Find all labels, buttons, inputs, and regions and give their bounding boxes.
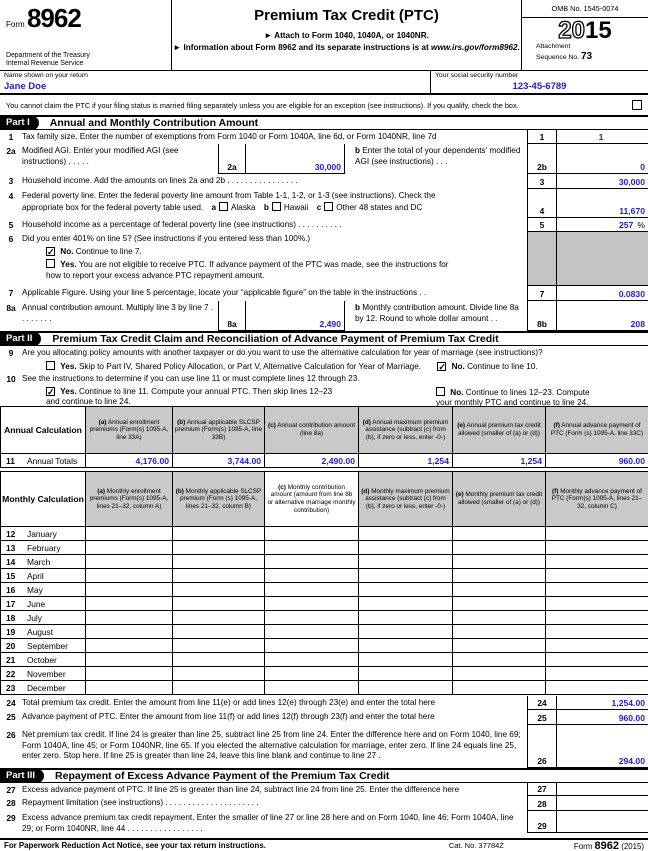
annual-col-a-header: (a) Annual enrollment premiums (Form(s) 1095-A, line 33A) — [86, 407, 173, 454]
mfs-note-text: You cannot claim the PTC if your filing status is married filing separately unless you are eligible for an exception (see instructions). If you qualify, check the box. — [6, 100, 519, 110]
month-cell[interactable] — [265, 639, 359, 653]
month-cell[interactable] — [265, 611, 359, 625]
monthly-col-c-header: (c) Monthly contribution amount (amount from line 8b or alternative marriage monthly contribution) — [265, 472, 359, 527]
line-1-text: Tax family size. Enter the number of exemptions from Form 1040 or Form 1040A, line 6d, or Form 1040NR, line 7d — [22, 132, 437, 141]
line-29-number: 29 — [6, 813, 16, 823]
line-11-label: 11 Annual Totals — [1, 454, 86, 468]
month-cell[interactable] — [86, 681, 173, 695]
month-cell[interactable] — [86, 667, 173, 681]
line-6-question: Did you enter 401% on line 5? (See instructions if you entered less than 100%.) — [22, 234, 311, 243]
line-27-value[interactable] — [556, 783, 648, 796]
month-cell[interactable] — [546, 597, 648, 611]
line-10-no-option: No. Continue to lines 12–23. Compute your monthly PTC and continue to line 24. — [436, 387, 590, 407]
month-cell[interactable] — [86, 597, 173, 611]
line-25-text: Advance payment of PTC. Enter the amount from line 11(f) or add lines 12(f) through 23(f) and enter the total here — [22, 712, 435, 721]
department-label: Department of the Treasury Internal Revenue Service — [6, 52, 90, 68]
line-6-shaded-cell — [527, 232, 556, 286]
month-cell[interactable] — [359, 667, 453, 681]
month-cell[interactable] — [546, 583, 648, 597]
month-cell[interactable] — [546, 527, 648, 541]
form-number-block — [0, 0, 172, 70]
line-28 — [0, 796, 648, 811]
month-cell[interactable] — [173, 625, 265, 639]
mfs-note-row — [0, 95, 648, 115]
mfs-exception-checkbox[interactable] — [632, 100, 642, 110]
month-cell[interactable] — [86, 527, 173, 541]
line-9-no-checkbox[interactable]: ✓ — [438, 361, 446, 372]
month-row-september: 20 September — [1, 639, 648, 653]
monthly-col-b-header: (b) Monthly applicable SLCSP premium (Form (s) 1095-A, lines 21–32, column B) — [173, 472, 265, 527]
line-8a-value[interactable]: 2,490 — [246, 301, 345, 331]
ssn-cell — [430, 71, 648, 93]
line-5-number: 5 — [8, 220, 14, 230]
month-cell[interactable] — [546, 625, 648, 639]
month-cell[interactable] — [453, 639, 546, 653]
line-10-number: 10 — [6, 374, 16, 384]
annual-calculation-table — [0, 406, 648, 468]
line-10-yes-option: ✓ Yes. Continue to line 11. Compute your annual PTC. Then skip lines 12–23 and continue to line 24. — [46, 386, 333, 406]
name-cell — [0, 71, 430, 93]
month-cell[interactable] — [173, 681, 265, 695]
form-word: Form — [6, 20, 25, 29]
line-11e-value[interactable]: 1,254 — [453, 454, 546, 468]
part3-title: Repayment of Excess Advance Payment of the Premium Tax Credit — [55, 770, 390, 782]
line-3-number: 3 — [8, 176, 14, 186]
part2-header — [0, 331, 648, 346]
line-27 — [0, 783, 648, 796]
line-4-number: 4 — [8, 191, 14, 201]
info-instruction: ► Information about Form 8962 and its separate instructions is at www.irs.gov/form8962. — [173, 43, 520, 53]
line-4-text: Federal poverty line. Enter the federal poverty line amount from Table 1-1, 1-2, or 1-3 (see instructions). Check the appropriate box for the federal poverty table used. a Alaska b Hawaii c Other 48 states and DC — [22, 191, 436, 212]
line-7-value[interactable]: 0.0830 — [556, 286, 648, 301]
monthly-calculation-table — [0, 471, 648, 695]
line-5-box-label: 5 — [527, 218, 556, 232]
month-cell[interactable] — [453, 611, 546, 625]
line-11c-value[interactable]: 2,490.00 — [265, 454, 359, 468]
poverty-table-other48-checkbox[interactable] — [324, 202, 333, 211]
line-8a-text: Annual contribution amount. Multiply line 3 by line 7 . . . . . . . . — [22, 303, 214, 323]
line-2a-value[interactable]: 30,000 — [246, 144, 345, 174]
month-cell[interactable] — [359, 597, 453, 611]
annual-col-b-header: (b) Annual applicable SLCSP premium (Form(s) 1095-A, line 33B) — [173, 407, 265, 454]
line-11d-value[interactable]: 1,254 — [359, 454, 453, 468]
tax-year: 2015 — [558, 17, 612, 44]
month-cell[interactable] — [546, 653, 648, 667]
month-row-october: 21 October — [1, 653, 648, 667]
month-cell[interactable] — [173, 653, 265, 667]
month-row-june: 17 June — [1, 597, 648, 611]
line-4 — [0, 189, 648, 218]
month-cell[interactable] — [546, 569, 648, 583]
month-cell[interactable] — [86, 569, 173, 583]
annual-totals-row — [1, 454, 648, 468]
month-cell[interactable] — [453, 583, 546, 597]
line-25-box-label: 25 — [527, 710, 556, 725]
line-25-number: 25 — [6, 712, 16, 722]
line-1-number: 1 — [8, 132, 14, 142]
line-24 — [0, 696, 648, 710]
month-cell[interactable] — [453, 597, 546, 611]
month-row-january: 12 January — [1, 527, 648, 541]
annual-col-d-header: (d) Annual maximum premium assistance (subtract (c) from (b), if zero or less, enter -0-) — [359, 407, 453, 454]
line-10-instruction: See the instructions to determine if you can use line 11 or must complete lines 12 through 23. — [22, 374, 360, 383]
month-cell[interactable] — [453, 681, 546, 695]
month-cell[interactable] — [86, 555, 173, 569]
name-field[interactable]: Jane Doe — [4, 81, 47, 92]
omb-number: OMB No. 1545-0074 — [522, 0, 648, 18]
line-26-value[interactable]: 294.00 — [556, 725, 648, 768]
line-9-text-block: Are you allocating policy amounts with another taxpayer or do you want to use the alternative calculation for year of marriage (see instructions)? Yes. Skip to Part IV, Shared Policy Allocation, or Part V, Alternative Calculation for Year of Marriage. ✓ No. Continue to line 10. — [22, 346, 648, 372]
attach-instruction: ► Attach to Form 1040, 1040A, or 1040NR. — [264, 31, 429, 40]
line-2 — [0, 144, 648, 174]
line-26-number: 26 — [6, 730, 16, 740]
month-cell[interactable] — [546, 639, 648, 653]
month-cell[interactable] — [86, 583, 173, 597]
line-4-box-label: 4 — [527, 189, 556, 218]
month-cell[interactable] — [453, 653, 546, 667]
month-cell[interactable] — [546, 555, 648, 569]
part1-label: Part I — [0, 116, 39, 130]
month-cell[interactable] — [359, 583, 453, 597]
line-10-text-block — [22, 372, 648, 406]
form-header — [0, 0, 648, 71]
monthly-col-a-header: (a) Monthly enrollment premiums (Form(s) 1095-A, lines 21–32, column A) — [86, 472, 173, 527]
line-9 — [0, 346, 648, 372]
part3-label: Part III — [0, 769, 44, 783]
line-2a-number: 2a — [6, 146, 16, 156]
line-26-text: Net premium tax credit. If line 24 is greater than line 25, subtract line 25 from line 24. Enter the difference here and on Form 1040, line 69; Form 1040A, line 45; or Form 1040NR, line 65. If you elected the alternative calculation for marriage, enter zero. If line 24 equals line 25, enter zero. Stop here. If line 25 is greater than line 24, leave this line blank and continue to line 27 . — [22, 730, 521, 760]
month-row-december: 23 December — [1, 681, 648, 695]
line-29-box-label: 29 — [527, 811, 556, 833]
line-6-no-checkbox[interactable]: ✓ — [47, 246, 55, 257]
month-cell[interactable] — [359, 625, 453, 639]
part3-header — [0, 768, 648, 783]
form-title-block — [172, 0, 521, 70]
line-2b-text: b Enter the total of your dependents’ modified AGI (see instructions) . . . — [355, 146, 521, 166]
annual-calculation-label: Annual Calculation — [1, 407, 86, 454]
monthly-calculation-label: Monthly Calculation — [1, 472, 86, 527]
line-28-box-label: 28 — [527, 796, 556, 811]
line-27-number: 27 — [6, 785, 16, 795]
line-5-text: Household income as a percentage of federal poverty line (see instructions) . . . . . . . . . . — [22, 220, 342, 229]
line-3-value[interactable]: 30,000 — [556, 174, 648, 189]
month-cell[interactable] — [173, 555, 265, 569]
line-6-number: 6 — [8, 234, 14, 244]
line-6-yes-checkbox[interactable] — [46, 259, 55, 268]
month-cell[interactable] — [173, 667, 265, 681]
line-1 — [0, 130, 648, 144]
line-6-text-block: Did you enter 401% on line 5? (See instructions if you entered less than 100%.) ✓ No. Continue to line 7. Yes. You are not eligible to receive PTC. If advance payment of the PTC was made, see the instructions for how to report your excess advance PTC repayment amount. — [22, 232, 527, 286]
line-6 — [0, 232, 648, 286]
line-5-value[interactable]: 257 % — [556, 218, 648, 232]
line-8b-value[interactable]: 208 — [556, 301, 648, 331]
month-cell[interactable] — [173, 527, 265, 541]
part1-title: Annual and Monthly Contribution Amount — [49, 117, 259, 129]
line-9-number: 9 — [8, 348, 14, 358]
month-cell[interactable] — [453, 555, 546, 569]
month-cell[interactable] — [359, 653, 453, 667]
line-27-box-label: 27 — [527, 783, 556, 796]
poverty-table-alaska-checkbox[interactable] — [219, 202, 228, 211]
line-11b-value[interactable]: 3,744.00 — [173, 454, 265, 468]
line-28-number: 28 — [6, 798, 16, 808]
monthly-col-e-header: (e) Monthly premium tax credit allowed (smaller of (a) or (d)) — [453, 472, 546, 527]
month-cell[interactable] — [265, 555, 359, 569]
line-8b-text: b Monthly contribution amount. Divide line 8a by 12. Round to whole dollar amount . . — [355, 303, 519, 323]
month-cell[interactable] — [265, 653, 359, 667]
catalog-number: Cat. No. 37784Z — [448, 841, 504, 850]
line-27-text: Excess advance payment of PTC. If line 25 is greater than line 24, subtract line 24 from line 25. Enter the difference here — [22, 785, 460, 794]
month-row-july: 18 July — [1, 611, 648, 625]
month-cell[interactable] — [453, 625, 546, 639]
line-4-value[interactable]: 11,670 — [556, 189, 648, 218]
name-label: Name shown on your return — [4, 72, 88, 79]
line-9-yes-checkbox[interactable] — [46, 361, 55, 370]
line-9-question: Are you allocating policy amounts with another taxpayer or do you want to use the alternative calculation for year of marriage (see instructions)? — [22, 348, 543, 357]
monthly-col-d-header: (d) Monthly maximum premium assistance (subtract (c) from (b), if zero or less, enter -0-) — [359, 472, 453, 527]
line-5 — [0, 218, 648, 232]
line-25 — [0, 710, 648, 725]
line-25-value[interactable]: 960.00 — [556, 710, 648, 725]
monthly-col-f-header: (f) Monthly advance payment of PTC (Form(s) 1095-A, lines 21–32, column C) — [546, 472, 648, 527]
month-cell[interactable] — [265, 625, 359, 639]
annual-col-c-header: (c) Annual contribution amount (line 8a) — [265, 407, 359, 454]
month-cell[interactable] — [173, 639, 265, 653]
line-3-text: Household income. Add the amounts on lines 2a and 2b . . . . . . . . . . . . . . . . — [22, 176, 298, 185]
month-cell[interactable] — [546, 681, 648, 695]
omb-year-block — [521, 0, 648, 70]
line-1-box-label: 1 — [527, 130, 556, 144]
form-footer-id: Form 8962 (2015) — [573, 839, 644, 851]
month-cell[interactable] — [546, 611, 648, 625]
month-cell[interactable] — [359, 541, 453, 555]
annual-col-e-header: (e) Annual premium tax credit allowed (smaller of (a) or (d)) — [453, 407, 546, 454]
form-number: 8962 — [26, 3, 81, 33]
attachment-sequence: Attachment Sequence No. 73 — [536, 43, 593, 63]
line-2a-text: Modified AGI. Enter your modified AGI (see instructions) . . . . . — [22, 146, 179, 166]
month-cell[interactable] — [86, 639, 173, 653]
month-cell[interactable] — [359, 681, 453, 695]
line-29-text: Excess advance premium tax credit repayment. Enter the smaller of line 27 or line 28 here and on Form 1040, line 46; Form 1040A, line 29; or Form 1040NR, line 44 . . . . . . . . . . . . . . . . . — [22, 813, 514, 833]
line-26-box-label: 26 — [527, 725, 556, 768]
line-8a-box-label: 8a — [219, 301, 246, 331]
month-cell[interactable] — [173, 611, 265, 625]
month-cell[interactable] — [86, 541, 173, 555]
month-cell[interactable] — [359, 527, 453, 541]
hawaii-label: Hawaii — [283, 202, 309, 212]
month-row-april: 15 April — [1, 569, 648, 583]
ssn-label: Your social security number — [435, 72, 519, 79]
annual-col-f-header: (f) Annual advance payment of PTC (Form (s) 1095-A, line 33C) — [546, 407, 648, 454]
line-26 — [0, 725, 648, 768]
line-2a-box-label: 2a — [219, 144, 246, 174]
line-24-text: Total premium tax credit. Enter the amount from line 11(e) or add lines 12(e) through 23(e) and enter the total here — [22, 698, 436, 707]
page-title: Premium Tax Credit (PTC) — [254, 7, 439, 24]
line-7-box-label: 7 — [527, 286, 556, 301]
month-cell[interactable] — [265, 569, 359, 583]
line-29-value[interactable] — [556, 811, 648, 833]
line-2b-box-label: 2b — [527, 144, 556, 174]
line-7-number: 7 — [8, 288, 14, 298]
month-cell[interactable] — [173, 541, 265, 555]
form-footer — [0, 838, 648, 851]
month-cell[interactable] — [546, 541, 648, 555]
month-cell[interactable] — [86, 653, 173, 667]
month-cell[interactable] — [359, 611, 453, 625]
month-cell[interactable] — [265, 597, 359, 611]
line-8 — [0, 301, 648, 331]
line-10 — [0, 372, 648, 406]
line-7-text: Applicable Figure. Using your line 5 percentage, locate your “applicable figure” on the table in the instructions . . — [22, 288, 427, 297]
month-cell[interactable] — [359, 555, 453, 569]
line-3-box-label: 3 — [527, 174, 556, 189]
line-2b-value[interactable]: 0 — [556, 144, 648, 174]
month-cell[interactable] — [265, 681, 359, 695]
month-cell[interactable] — [173, 583, 265, 597]
line-10-yes-checkbox[interactable]: ✓ — [47, 386, 55, 397]
poverty-table-hawaii-checkbox[interactable] — [272, 202, 281, 211]
line-24-number: 24 — [6, 698, 16, 708]
line-24-value[interactable]: 1,254.00 — [556, 696, 648, 710]
month-cell[interactable] — [86, 625, 173, 639]
line-8b-box-label: 8b — [527, 301, 556, 331]
month-row-november: 22 November — [1, 667, 648, 681]
month-cell[interactable] — [265, 583, 359, 597]
alaska-label: Alaska — [231, 202, 256, 212]
month-row-august: 19 August — [1, 625, 648, 639]
month-cell[interactable] — [453, 569, 546, 583]
line-8a-number: 8a — [6, 303, 16, 313]
line-10-no-checkbox[interactable] — [436, 387, 445, 396]
ssn-field[interactable]: 123-45-6789 — [512, 81, 567, 92]
month-cell[interactable] — [265, 667, 359, 681]
name-ssn-row — [0, 71, 648, 95]
month-row-march: 14 March — [1, 555, 648, 569]
month-cell[interactable] — [359, 639, 453, 653]
month-row-may: 16 May — [1, 583, 648, 597]
paperwork-notice: For Paperwork Reduction Act Notice, see your tax return instructions. — [4, 841, 266, 850]
month-cell[interactable] — [453, 541, 546, 555]
line-6-shaded-value-cell — [556, 232, 648, 286]
part1-header — [0, 115, 648, 130]
line-11f-value[interactable]: 960.00 — [546, 454, 648, 468]
month-cell[interactable] — [265, 527, 359, 541]
line-3 — [0, 174, 648, 189]
part2-title: Premium Tax Credit Claim and Reconciliation of Advance Payment of Premium Tax Credit — [52, 333, 499, 345]
line-28-text: Repayment limitation (see instructions) . . . . . . . . . . . . . . . . . . . . . — [22, 798, 259, 807]
month-cell[interactable] — [453, 667, 546, 681]
month-cell[interactable] — [359, 569, 453, 583]
month-cell[interactable] — [173, 597, 265, 611]
line-29 — [0, 811, 648, 833]
line-11a-value[interactable]: 4,176.00 — [86, 454, 173, 468]
month-cell[interactable] — [86, 611, 173, 625]
month-cell[interactable] — [453, 527, 546, 541]
line-28-value[interactable] — [556, 796, 648, 811]
month-cell[interactable] — [173, 569, 265, 583]
month-row-february: 13 February — [1, 541, 648, 555]
month-cell[interactable] — [546, 667, 648, 681]
line-1-value[interactable]: 1 — [556, 130, 648, 144]
part2-label: Part II — [0, 332, 41, 346]
month-cell[interactable] — [265, 541, 359, 555]
line-24-box-label: 24 — [527, 696, 556, 710]
line-7 — [0, 286, 648, 301]
irs-url: www.irs.gov/form8962. — [430, 43, 520, 53]
other48-label: Other 48 states and DC — [336, 202, 423, 212]
percent-sign: % — [637, 220, 645, 230]
